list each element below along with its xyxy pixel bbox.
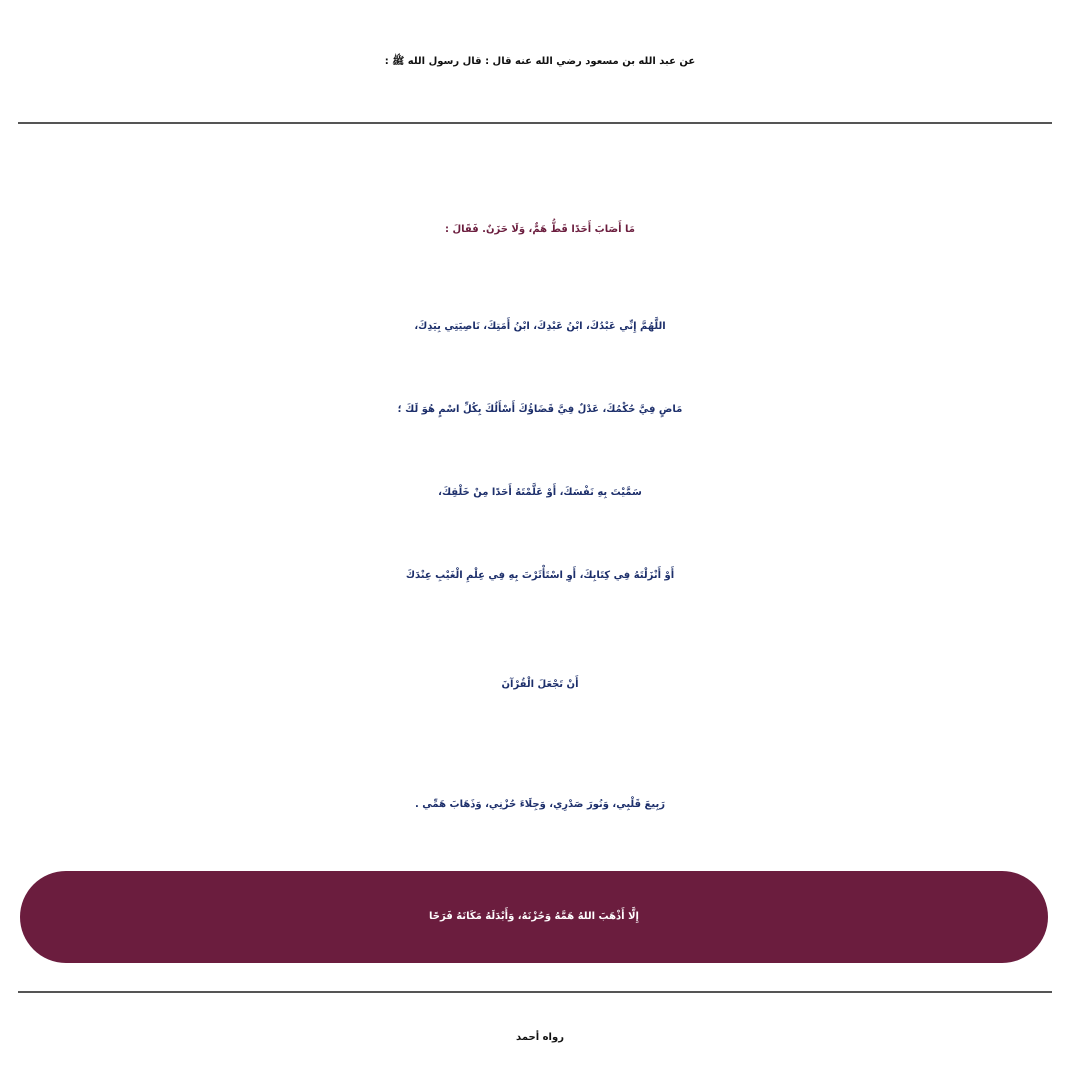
promise-text: إِلَّا أَذْهَبَ اللهُ هَمَّهُ وَحُزْنَهُ، وَأَبْدَلَهُ مَكَانَهُ فَرَحًا xyxy=(429,911,639,922)
dua-line-4: أَوْ أَنْزَلْتَهُ فِي كِتَابِكَ، أَوِ اسْتَأْثَرْتَ بِهِ فِي عِلْمِ الْغَيْبِ عِنْدَكَ xyxy=(405,570,675,581)
dua-line-2: مَاضٍ فِيَّ حُكْمُكَ، عَدْلٌ فِيَّ قَضَاؤُكَ أَسْأَلُكَ بِكُلِّ اسْمٍ هُوَ لَكَ ؛ xyxy=(397,404,683,415)
quran-emphasis: أَنْ تَجْعَلَ الْقُرْآنَ xyxy=(501,679,579,690)
narration-intro: عن عبد الله بن مسعود رضي الله عنه قال : قال رسول الله ﷺ : xyxy=(384,56,696,67)
dua-line-3: سَمَّيْتَ بِهِ نَفْسَكَ، أَوْ عَلَّمْتَهُ أَحَدًا مِنْ خَلْقِكَ، xyxy=(438,487,642,498)
dua-closing-line: رَبِيعَ قَلْبِي، وَنُورَ صَدْرِي، وَجِلَاءَ حُزْنِي، وَذَهَابَ هَمِّي . xyxy=(415,799,665,810)
hadith-source: رواه أحمد xyxy=(516,1032,564,1043)
bottom-divider xyxy=(18,991,1052,993)
dua-line-1: اللَّهُمَّ إِنِّي عَبْدُكَ، ابْنُ عَبْدِكَ، ابْنُ أَمَتِكَ، نَاصِيَتِي بِيَدِكَ، xyxy=(414,321,666,332)
hadith-headline: مَا أَصَابَ أَحَدًا قَطُّ هَمٌّ، وَلَا حَزَنٌ. فَقَالَ : xyxy=(445,224,635,235)
promise-banner xyxy=(20,871,1048,963)
top-divider xyxy=(18,122,1052,124)
